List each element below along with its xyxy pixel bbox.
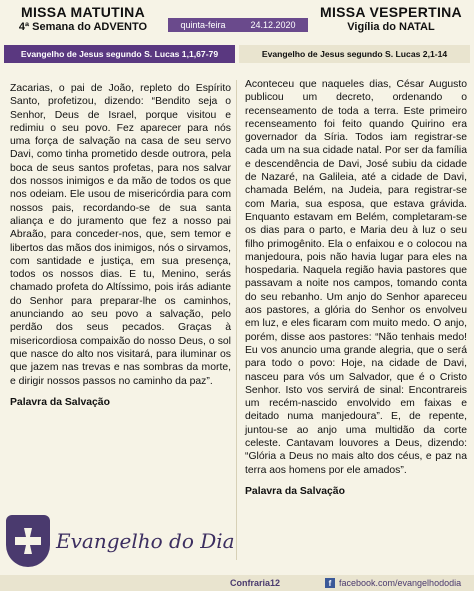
evening-column [245, 78, 467, 498]
morning-subtitle: 4ª Semana do ADVENTO [18, 21, 148, 33]
facebook-link[interactable] [325, 578, 461, 588]
date-box [168, 18, 308, 32]
facebook-url: facebook.com/evangelhododia [339, 578, 462, 588]
morning-closing: Palavra da Salvação [10, 396, 110, 408]
evening-header [316, 4, 466, 33]
date: 24.12.2020 [250, 20, 296, 30]
evening-closing: Palavra da Salvação [245, 485, 345, 497]
logo [6, 515, 235, 567]
evening-title: MISSA VESPERTINA [320, 4, 462, 20]
facebook-icon: f [325, 578, 335, 588]
evening-gospel-ref: Evangelho de Jesus segundo S. Lucas 2,1-14 [239, 45, 470, 63]
morning-title: MISSA MATUTINA [21, 4, 145, 20]
weekday: quinta-feira [180, 20, 226, 30]
column-divider [236, 80, 237, 560]
morning-header [8, 4, 158, 33]
logo-text: Evangelho do Dia [56, 529, 235, 553]
evening-text: Aconteceu que naqueles dias, César Augusto publicou um decreto, ordenando o recenseamento de toda a terra. Este primeiro recenseamento foi feito quando Quirino era governador da Síria. Todos iam registrar-se cada um na sua cidade natal. Por ser da família e descendência de Davi, José subiu da cidade de Nazaré, na Galileia, até a cidade de Davi, chamada Belém, na Judeia, para registrar-se com Maria, sua esposa, que estava grávida. Enquanto estavam em Belém, completaram-se os dias para o parto, e Maria deu à luz o seu filho primogênito. Ela o enfaixou e o colocou na manjedoura, pois não havia lugar para eles na hospedaria. Naquela região havia pastores que passavam a noite nos campos, tomando conta do seu rebanho. Um anjo do Senhor apareceu aos pastores, a glória do Senhor os envolveu em luz, e eles ficaram com muito medo. O anjo, porém, disse aos pastores: “Não tenhais medo! Eu vos anuncio uma grande alegria, que o será para todo o povo: Hoje, na cidade de Davi, nasceu para vós um Salvador, que é o Cristo Senhor. Isto vos servirá de sinal: Encontrareis um recém-nascido envolvido em faixas e deitado numa manjedoura”. E, de repente, juntou-se ao anjo uma multidão da corte celeste. Cantavam louvores a Deus, dizendo: “Glória a Deus no mais alto dos céus, e paz na terra aos homens por ele amados”. [245, 79, 467, 476]
morning-column [10, 82, 231, 409]
footer-user[interactable]: Confraria12 [230, 578, 281, 588]
evening-subtitle: Vigília do NATAL [347, 21, 435, 33]
footer [0, 575, 474, 591]
morning-gospel-ref: Evangelho de Jesus segundo S. Lucas 1,1,67-79 [4, 45, 235, 63]
cross-shield-icon [6, 515, 50, 567]
morning-text: Zacarias, o pai de João, repleto do Espírito Santo, profetizou, dizendo: “Bendito seja o Senhor, Deus de Israel, porque visitou e redimiu o seu povo. Fez aparecer para nós uma força de salvação na casa de seu servo Davi, como tinha prometido desde outrora, pela boca de seus santos profetas, para nos salvar dos nossos inimigos e da mão de todos os que nos odeiam. Ele usou de misericórdia para com nossos pais, recordando-se de sua santa aliança e do juramento que fez a nosso pai Abraão, para conceder-nos, que, sem temor e libertos das mãos dos inimigos, nós o sirvamos, com santidade e justiça, em sua presença, todos os nossos dias. E tu, Menino, serás chamado profeta do Altíssimo, pois irás adiante do Senhor para preparar-lhe os caminhos, anunciando ao seu povo a salvação, pelo perdão dos seus pecados. Graças à misericordiosa compaixão do nosso Deus, o sol que nasce do alto nos visitará, para iluminar os que jazem nas trevas e nas sombras da morte, e dirigir nossos passos no caminho da paz”. [10, 83, 231, 387]
